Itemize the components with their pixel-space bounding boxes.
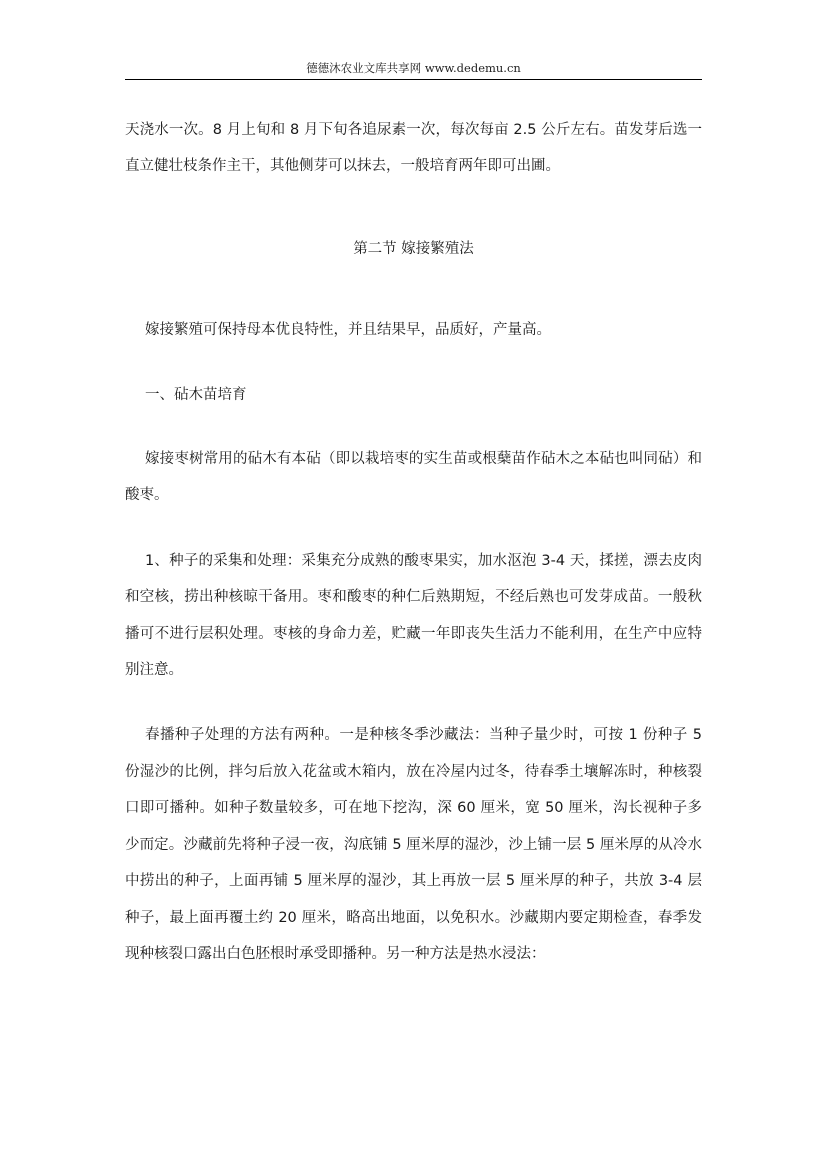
header-text: 德德沐农业文库共享网 www.dedemu.cn: [306, 61, 521, 75]
paragraph-continuation: 天浇水一次。8 月上旬和 8 月下旬各追尿素一次，每次每亩 2.5 公斤左右。苗发芽后选一直立健壮枝条作主干，其他侧芽可以抹去，一般培育两年即可出圃。: [125, 122, 702, 175]
page-header: [125, 60, 702, 80]
paragraph-spring-sowing: 春播种子处理的方法有两种。一是种核冬季沙藏法：当种子量少时，可按 1 份种子 5 份湿沙的比例，拌匀后放入花盆或木箱内，放在冷屋内过冬，待春季土壤解冻时，种核裂口即可播种。如种子数量较多，可在地下挖沟，深 60 厘米，宽 50 厘米，沟长视种子多少而定。沙藏前先将种子浸一夜，沟底铺 5 厘米厚的湿沙，沙上铺一层 5 厘米厚的从冷水中捞出的种子，上面再铺 5 厘米厚的湿沙，其上再放一层 5 厘米厚的种子，共放 3-4 层种子，最上面再覆土约 20 厘米，略高出地面，以免积水。沙藏期内要定期检查，春季发现种核裂口露出白色胚根时承受即播种。另一种方法是热水浸法：: [125, 727, 702, 962]
document-body: [125, 112, 702, 972]
paragraph-grafting-intro: 嫁接繁殖可保持母本优良特性，并且结果早，品质好，产量高。: [145, 322, 551, 339]
paragraph-seed-collection: 1、种子的采集和处理：采集充分成熟的酸枣果实，加水沤泡 3-4 天，揉搓，漂去皮肉和空核，捞出种核晾干备用。枣和酸枣的种仁后熟期短，不经后熟也可发芽成苗。一般秋播可不进行层积处理。枣核的身命力差，贮藏一年即丧失生活力不能利用，在生产中应特别注意。: [125, 552, 702, 679]
paragraph-rootstock: 嫁接枣树常用的砧木有本砧（即以栽培枣的实生苗或根蘖苗作砧木之本砧也叫同砧）和酸枣。: [125, 451, 702, 504]
subheading-rootstock: 一、砧木苗培育: [145, 386, 247, 403]
section-title: 第二节 嫁接繁殖法: [353, 240, 474, 257]
